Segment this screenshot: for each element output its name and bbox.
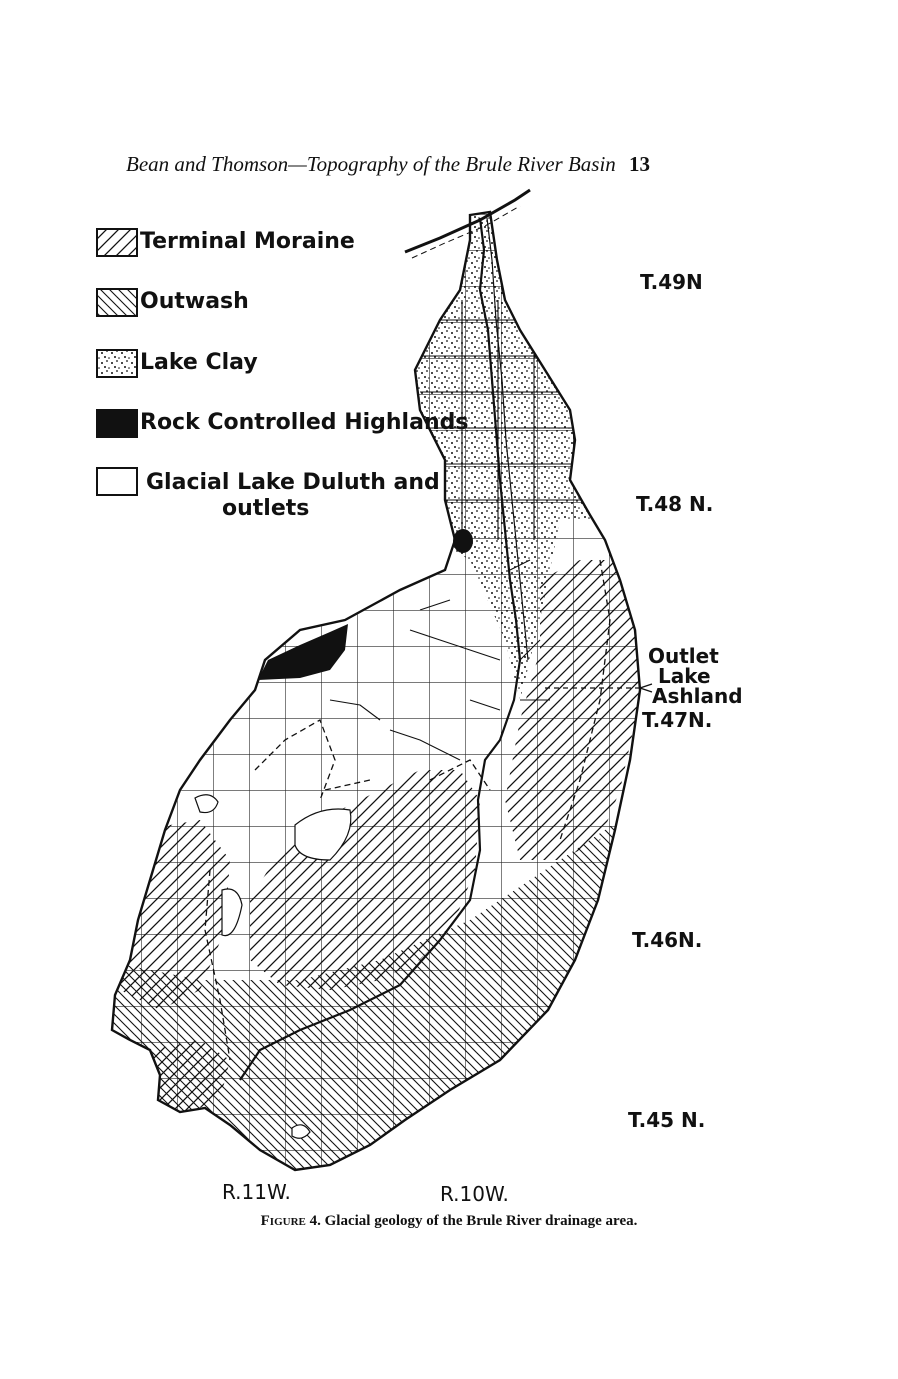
township-label-t49n: T.49N xyxy=(640,270,703,294)
legend-terminal-moraine xyxy=(140,229,355,255)
legend-label: Terminal Moraine xyxy=(140,229,355,254)
outwash-swatch xyxy=(97,289,137,316)
legend-lake-duluth-line2 xyxy=(222,496,309,522)
legend-label-line2: outlets xyxy=(222,496,310,521)
township-label-t48n: T.48 N. xyxy=(636,492,714,516)
lake-duluth-swatch xyxy=(97,468,137,495)
range-label-r11w: R.11W. xyxy=(222,1180,291,1204)
running-head-title: Bean and Thomson—Topography of the Brule River Basin xyxy=(126,152,616,176)
legend-swatches xyxy=(97,229,137,495)
rock-highland-north xyxy=(453,529,473,553)
outlet-label-line2: Lake xyxy=(658,664,711,688)
legend-lake-duluth xyxy=(146,470,440,496)
legend-label: Outwash xyxy=(140,289,249,314)
outlet-label-line3: Ashland xyxy=(652,684,743,708)
figure-caption xyxy=(0,1213,898,1230)
range-label-r10w: R.10W. xyxy=(440,1182,509,1206)
legend-lake-clay xyxy=(140,350,258,376)
legend-label: Rock Controlled Highlands xyxy=(140,410,469,435)
figure-label: Figure 4. xyxy=(260,1213,321,1229)
basin-area xyxy=(100,190,703,1200)
legend-outwash xyxy=(140,289,249,315)
outlet-label-line1: Outlet xyxy=(648,644,719,668)
legend-label-line1: Glacial Lake Duluth and xyxy=(146,470,440,495)
township-label-t46n: T.46N. xyxy=(632,928,703,952)
lake-clay-swatch xyxy=(97,350,137,377)
township-label-t47n: T.47N. xyxy=(642,708,713,732)
terminal-moraine-swatch xyxy=(97,229,137,256)
figure-caption-text: Glacial geology of the Brule River drainage area. xyxy=(324,1213,638,1229)
legend-rock-highlands xyxy=(140,410,468,436)
outlet-lake-ashland-label xyxy=(648,646,743,706)
lake-superior-shore xyxy=(405,190,530,252)
legend-label: Lake Clay xyxy=(140,350,258,375)
rock-highlands-swatch xyxy=(97,410,137,437)
township-label-t45n: T.45 N. xyxy=(628,1108,706,1132)
page-number: 13 xyxy=(629,152,651,176)
